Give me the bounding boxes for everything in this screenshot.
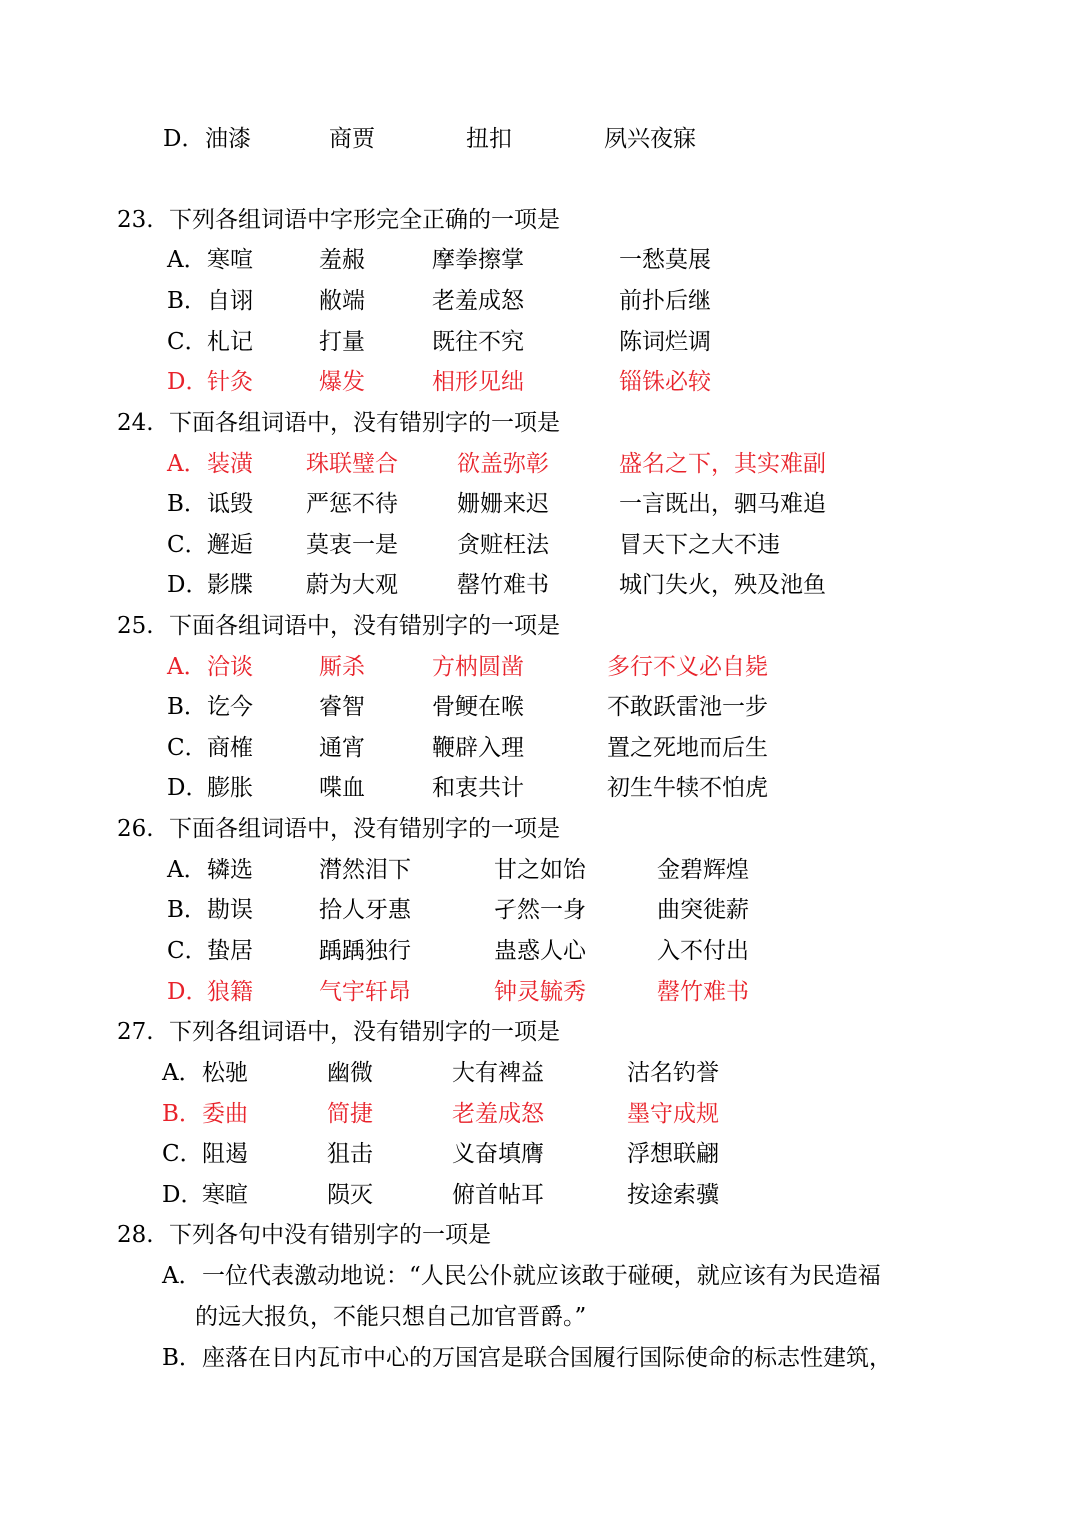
question-stem: 下面各组词语中，没有错别字的一项是 [169, 816, 560, 842]
option-letter: D． [167, 775, 209, 801]
q28-option-b-line1 [0, 1338, 1075, 1378]
option-word: 沽名钓誉 [627, 1060, 719, 1086]
option-word: 自诩 [207, 288, 253, 314]
option-word: 影牒 [207, 572, 253, 598]
option-word: 义奋填膺 [452, 1141, 544, 1167]
option-letter: A． [162, 1263, 202, 1289]
option-letter: C． [167, 329, 208, 355]
option-word: 踽踽独行 [319, 938, 411, 964]
question-number: 26. [117, 816, 154, 842]
q23-option-a [0, 240, 1075, 280]
option-word: 严惩不待 [306, 491, 398, 517]
option-word: 商贾 [329, 126, 375, 152]
option-word: 甘之如饴 [494, 857, 586, 883]
option-word: 敝端 [319, 288, 365, 314]
option-word: 钟灵毓秀 [494, 979, 586, 1005]
option-word: 蔚为大观 [306, 572, 398, 598]
option-word: 鞭辟入理 [432, 735, 524, 761]
option-letter: A． [167, 451, 207, 477]
option-word: 锱铢必较 [619, 369, 711, 395]
option-word: 讫今 [207, 694, 253, 720]
option-word: 寒暄 [202, 1182, 248, 1208]
option-word: 膨胀 [207, 775, 253, 801]
q24-stem [0, 403, 1075, 443]
question-stem: 下列各句中没有错别字的一项是 [169, 1222, 491, 1248]
option-word: 曲突徙薪 [657, 897, 749, 923]
option-word: 通宵 [319, 735, 365, 761]
option-letter: B． [167, 491, 207, 517]
q24-option-a-answer [0, 444, 1075, 484]
question-number: 25. [117, 613, 154, 639]
option-word: 蛊惑人心 [494, 938, 586, 964]
option-word: 孑然一身 [494, 897, 586, 923]
q25-stem [0, 606, 1075, 646]
option-letter: C． [162, 1141, 203, 1167]
option-word: 金碧辉煌 [657, 857, 749, 883]
option-letter: B． [167, 288, 207, 314]
option-word: 盛名之下，其实难副 [619, 451, 826, 477]
option-word: 油漆 [205, 126, 251, 152]
option-word: 狼籍 [207, 979, 253, 1005]
option-word: 邂逅 [207, 532, 253, 558]
q25-option-c [0, 728, 1075, 768]
q27-option-d [0, 1175, 1075, 1215]
option-word: 和衷共计 [432, 775, 524, 801]
option-word: 按途索骥 [627, 1182, 719, 1208]
question-stem: 下面各组词语中，没有错别字的一项是 [169, 410, 560, 436]
option-word: 一愁莫展 [619, 247, 711, 273]
option-word: 莫衷一是 [306, 532, 398, 558]
option-word: 墨守成规 [627, 1101, 719, 1127]
option-word: 欲盖弥彰 [457, 451, 549, 477]
q26-option-d-answer [0, 972, 1075, 1012]
option-letter: D． [167, 369, 209, 395]
q28-option-a-line2 [0, 1297, 1075, 1337]
option-word: 老羞成怒 [452, 1101, 544, 1127]
option-sentence: 座落在日内瓦市中心的万国宫是联合国履行国际使命的标志性建筑， [202, 1345, 892, 1371]
option-word: 贪赃枉法 [457, 532, 549, 558]
q27-option-c [0, 1134, 1075, 1174]
question-number: 23. [117, 207, 154, 233]
q26-stem [0, 809, 1075, 849]
option-sentence: 一位代表激动地说：“人民公仆就应该敢于碰硬，就应该有为民造福 [202, 1263, 881, 1289]
option-word: 城门失火，殃及池鱼 [619, 572, 826, 598]
q23-option-c [0, 322, 1075, 362]
q28-option-a-line1 [0, 1256, 1075, 1296]
option-word: 针灸 [207, 369, 253, 395]
question-number: 24. [117, 410, 154, 436]
option-word: 陨灭 [327, 1182, 373, 1208]
q24-option-c [0, 525, 1075, 565]
option-word: 初生牛犊不怕虎 [607, 775, 768, 801]
q26-option-b [0, 890, 1075, 930]
option-word: 珠联璧合 [306, 451, 398, 477]
q26-option-a [0, 850, 1075, 890]
option-word: 老羞成怒 [432, 288, 524, 314]
q25-option-d [0, 768, 1075, 808]
option-word: 入不付出 [657, 938, 749, 964]
option-word: 简捷 [327, 1101, 373, 1127]
option-word: 俯首帖耳 [452, 1182, 544, 1208]
option-word: 装潢 [207, 451, 253, 477]
option-word: 拾人牙惠 [319, 897, 411, 923]
option-word: 喋血 [319, 775, 365, 801]
option-letter: B． [162, 1345, 202, 1371]
option-word: 冒天下之大不违 [619, 532, 780, 558]
option-word: 蛰居 [207, 938, 253, 964]
option-word: 爆发 [319, 369, 365, 395]
option-letter: A． [162, 1060, 202, 1086]
option-word: 姗姗来迟 [457, 491, 549, 517]
option-word: 罄竹难书 [657, 979, 749, 1005]
option-letter: C． [167, 938, 208, 964]
option-letter: D． [162, 1182, 204, 1208]
question-stem: 下列各组词语中字形完全正确的一项是 [169, 207, 560, 233]
question-number: 28. [117, 1222, 154, 1248]
option-word: 夙兴夜寐 [604, 126, 696, 152]
option-letter: D． [163, 126, 205, 152]
q23-option-b [0, 281, 1075, 321]
option-letter: D． [167, 572, 209, 598]
question-stem: 下面各组词语中，没有错别字的一项是 [169, 613, 560, 639]
option-word: 阻遏 [202, 1141, 248, 1167]
option-word: 前扑后继 [619, 288, 711, 314]
option-word: 幽微 [327, 1060, 373, 1086]
option-letter: B． [167, 897, 207, 923]
option-word: 潸然泪下 [319, 857, 411, 883]
option-word: 方枘圆凿 [432, 654, 524, 680]
option-word: 辚选 [207, 857, 253, 883]
option-word: 摩拳擦掌 [432, 247, 524, 273]
option-word: 打量 [319, 329, 365, 355]
option-word: 既往不究 [432, 329, 524, 355]
q27-stem [0, 1012, 1075, 1052]
option-letter: C． [167, 532, 208, 558]
option-word: 大有裨益 [452, 1060, 544, 1086]
option-letter: A． [167, 247, 207, 273]
option-word: 厮杀 [319, 654, 365, 680]
option-letter: A． [167, 654, 207, 680]
option-word: 委曲 [202, 1101, 248, 1127]
q25-option-a-answer [0, 647, 1075, 687]
option-word: 相形见绌 [432, 369, 524, 395]
option-word: 骨鲠在喉 [432, 694, 524, 720]
q25-option-b [0, 687, 1075, 727]
q27-option-a [0, 1053, 1075, 1093]
option-word: 扭扣 [466, 126, 512, 152]
q24-option-d [0, 565, 1075, 605]
q23-option-d-answer [0, 362, 1075, 402]
option-word: 睿智 [319, 694, 365, 720]
option-word: 商榷 [207, 735, 253, 761]
option-letter: C． [167, 735, 208, 761]
option-word: 罄竹难书 [457, 572, 549, 598]
option-word: 置之死地而后生 [607, 735, 768, 761]
q23-stem [0, 200, 1075, 240]
option-word: 诋毁 [207, 491, 253, 517]
option-word: 多行不义必自毙 [607, 654, 768, 680]
q26-option-c [0, 931, 1075, 971]
question-stem: 下列各组词语中，没有错别字的一项是 [169, 1019, 560, 1045]
q28-stem [0, 1215, 1075, 1255]
option-sentence-continued: 的远大报负，不能只想自己加官晋爵。” [195, 1304, 587, 1330]
option-word: 浮想联翩 [627, 1141, 719, 1167]
option-word: 寒喧 [207, 247, 253, 273]
option-word: 狙击 [327, 1141, 373, 1167]
option-word: 松驰 [202, 1060, 248, 1086]
option-word: 气宇轩昂 [319, 979, 411, 1005]
q24-option-b [0, 484, 1075, 524]
question-number: 27. [117, 1019, 154, 1045]
option-letter: A． [167, 857, 207, 883]
option-word: 洽谈 [207, 654, 253, 680]
option-word: 陈词烂调 [619, 329, 711, 355]
option-word: 羞赧 [319, 247, 365, 273]
option-word: 勘误 [207, 897, 253, 923]
option-letter: B． [167, 694, 207, 720]
q22-option-d [0, 119, 1075, 159]
q27-option-b-answer [0, 1094, 1075, 1134]
option-word: 不敢跃雷池一步 [607, 694, 768, 720]
option-word: 札记 [207, 329, 253, 355]
option-word: 一言既出，驷马难追 [619, 491, 826, 517]
option-letter: D． [167, 979, 209, 1005]
option-letter: B． [162, 1101, 202, 1127]
